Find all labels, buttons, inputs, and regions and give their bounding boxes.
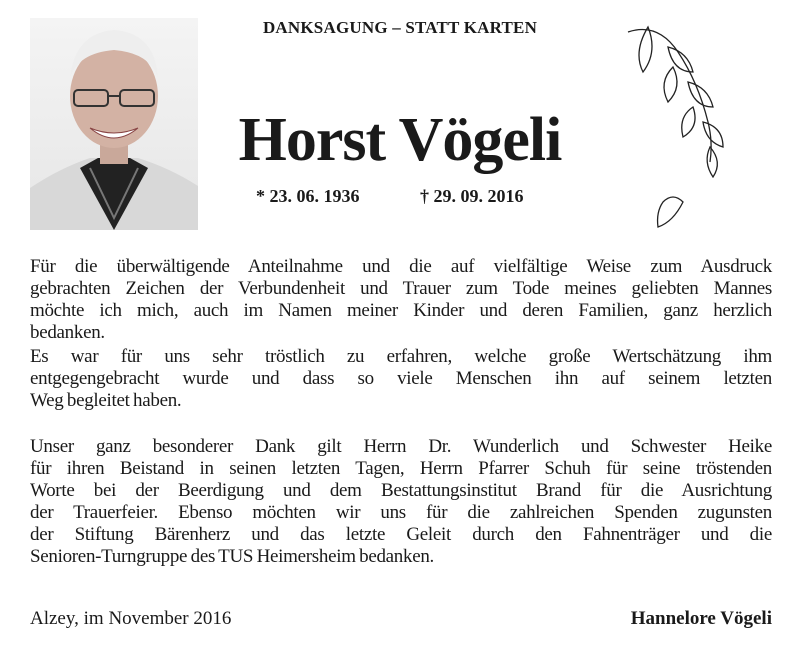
text-line: Es war für uns sehr tröstlich zu erfahren, welche große Wertschätzung ihm [30, 346, 772, 367]
text-line: Worte bei der Beerdigung und dem Bestattungsinstitut Brand für die Ausrichtung [30, 480, 772, 501]
signer-name: Hannelore Vögeli [630, 608, 772, 629]
paragraph-special-thanks [30, 436, 772, 568]
text-line: Weg begleitet haben. [30, 390, 182, 411]
text-line: bedanken. [30, 322, 105, 343]
birth-date: * 23. 06. 1936 [256, 186, 360, 206]
paragraph-thanks [30, 256, 772, 344]
text-line: für ihren Beistand in seinen letzten Tagen, Herrn Pfarrer Schuh für seine tröstenden [30, 458, 772, 479]
paragraph-appreciation [30, 346, 772, 412]
leaves-illustration [618, 22, 728, 232]
deceased-name: Horst Vögeli [238, 106, 562, 174]
text-line: möchte ich mich, auch im Namen meiner Kinder und deren Familien, ganz herzlich [30, 300, 772, 321]
text-line: entgegengebracht wurde und dass so viele Menschen ihn auf seinem letzten [30, 368, 772, 389]
text-line: Unser ganz besonderer Dank gilt Herrn Dr. Wunderlich und Schwester Heike [30, 436, 772, 457]
text-line: der Trauerfeier. Ebenso möchten wir uns für die zahlreichen Spenden zugunsten [30, 502, 772, 523]
portrait-photo [30, 18, 198, 230]
text-line: der Stiftung Bärenherz und das letzte Geleit durch den Fahnenträger und die [30, 524, 772, 545]
death-date: † 29. 09. 2016 [420, 186, 524, 206]
place-date: Alzey, im November 2016 [30, 608, 232, 629]
notice-heading: DANKSAGUNG – STATT KARTEN [262, 18, 538, 37]
text-line: gebrachten Zeichen der Verbundenheit und Trauer zum Tode meines geliebten Mannes [30, 278, 772, 299]
text-line: Senioren-Turngruppe des TUS Heimersheim bedanken. [30, 546, 434, 567]
text-line: Für die überwältigende Anteilnahme und die auf vielfältige Weise zum Ausdruck [30, 256, 772, 277]
